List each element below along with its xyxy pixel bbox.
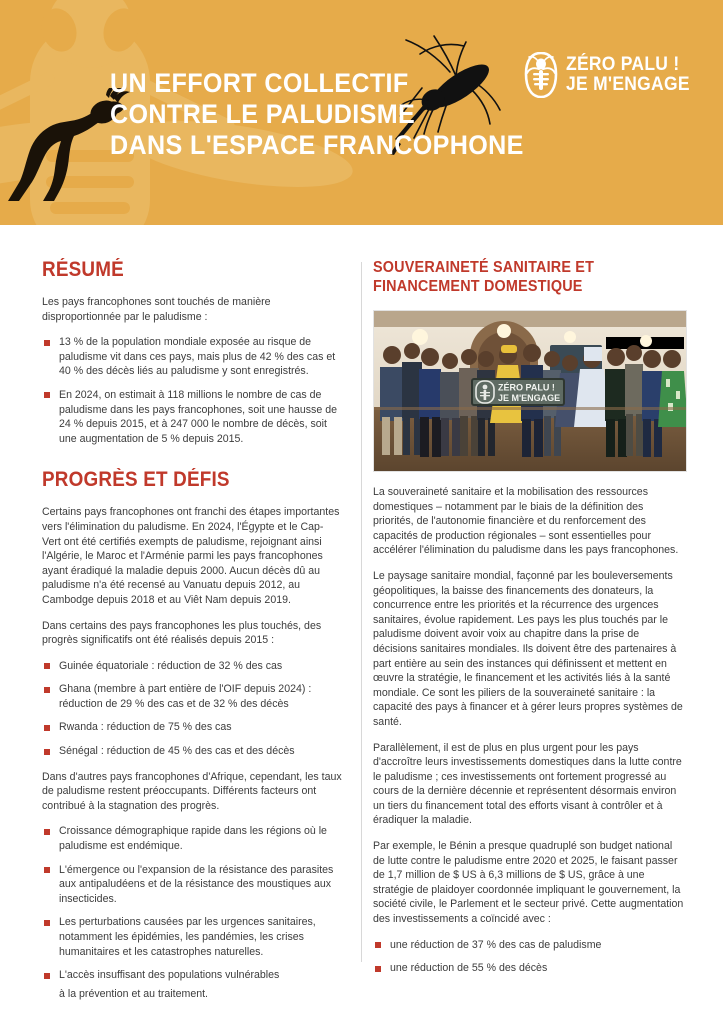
list-item: L'accès insuffisant des populations vulnérables — [42, 968, 342, 983]
souverainete-paragraph-4: Par exemple, le Bénin a presque quadruplé son budget national de lutte contre le paludisme entre 2020 et 2025, le faisant passer de 1,7 million de $ US à 6,3 millions de $ US, grâce à une stratégie de plaidoyer coordonnée impliquant le gouvernement, la société civile, le Parlement et le secteur privé. Cette augmentation des investissements a coïncidé avec : — [373, 840, 684, 926]
list-item: Guinée équatoriale : réduction de 32 % des cas — [42, 659, 342, 674]
list-item: Sénégal : réduction de 45 % des cas et des décès — [42, 744, 342, 759]
group-photo — [373, 310, 687, 472]
heading-progres-et-defis: PROGRÈS ET DÉFIS — [42, 468, 230, 492]
page-title-line-3: DANS L'ESPACE FRANCOPHONE — [110, 130, 524, 160]
resume-bullet-list — [42, 335, 342, 446]
list-item: une réduction de 55 % des décès — [373, 961, 685, 976]
list-item: Ghana (membre à part entière de l'OIF depuis 2024) : réduction de 29 % des cas et de 32 % des décès — [42, 682, 342, 711]
column-divider — [361, 262, 362, 962]
heading-line-2: FINANCEMENT DOMESTIQUE — [373, 278, 583, 295]
souverainete-paragraph-2: Le paysage sanitaire mondial, façonné par les bouleversements géopolitiques, la baisse des financements des donateurs, la concurrence entre les priorités et la récurrence des urgences sanitaires, évolue rapidement. Les pays les plus touchés par le paludisme doivent avoir voix au chapitre dans la prise de décisions sanitaires mondiales. Ils doivent être des partenaires à part entière au sein des instances qui définissent et mettent en œuvre la stratégie, le financement et les activités liés à la santé mondiale. Ce sont les piliers de la souveraineté sanitaire : la capacité des pays à financer et à gérer leurs propres systèmes de santé. — [373, 569, 683, 728]
list-item-continuation: à la prévention et au traitement. — [59, 987, 208, 1000]
watermark-segment-3-icon — [50, 202, 130, 214]
progres-country-list — [42, 659, 342, 759]
left-column — [42, 258, 342, 1012]
logo-text — [566, 55, 690, 95]
svg-text:ZÉRO PALU !: ZÉRO PALU ! — [498, 382, 555, 393]
heading-resume: RÉSUMÉ — [42, 258, 124, 281]
souverainete-paragraph-1: La souveraineté sanitaire et la mobilisation des ressources domestiques – notamment par le biais de la définition des priorités, de l'autonomie financière et du renforcement des capacités de production régionales – sont essentielles pour accélérer l'élimination du paludisme dans les pays francophones. — [373, 486, 679, 557]
progres-factor-list — [42, 824, 342, 1001]
benin-results-list — [373, 938, 685, 976]
logo-text-line-2: JE M'ENGAGE — [566, 74, 691, 95]
heading-line-1: SOUVERAINETÉ SANITAIRE ET — [373, 259, 595, 276]
page-title-line-2: CONTRE LE PALUDISME — [110, 99, 416, 129]
zero-palu-logo — [524, 52, 701, 98]
progres-paragraph-2: Dans certains des pays francophones les plus touchés, des progrès significatifs ont été réalisés depuis 2015 : — [42, 619, 322, 647]
group-photo-illustration — [374, 311, 686, 471]
list-item: L'émergence ou l'expansion de la résistance des parasites aux antipaludéens et de la résistance des moustiques aux insecticides. — [42, 863, 342, 907]
logo-text-line-1: ZÉRO PALU ! — [566, 54, 680, 75]
heading-souverainete-sanitaire — [373, 258, 654, 296]
list-item: Les perturbations causées par les urgences sanitaires, notamment les épidémies, les pandémies, les crises humanitaires et les catastrophes naturelles. — [42, 915, 342, 959]
resume-intro-paragraph: Les pays francophones sont touchés de manière disproportionnée par le paludisme : — [42, 296, 271, 323]
list-item: une réduction de 37 % des cas de paludisme — [373, 938, 685, 953]
list-item: Croissance démographique rapide dans les régions où le paludisme est endémique. — [42, 824, 342, 853]
progres-paragraph-3: Dans d'autres pays francophones d'Afrique, cependant, les taux de paludisme restent préoccupants. Différents facteurs ont contribué à la stagnation des progrès. — [42, 770, 342, 812]
page-title-line-1: UN EFFORT COLLECTIF — [110, 68, 409, 98]
right-column — [373, 258, 685, 987]
list-item: Rwanda : réduction de 75 % des cas — [42, 720, 342, 735]
souverainete-paragraph-3: Parallèlement, il est de plus en plus urgent pour les pays d'accroître leurs investissements domestiques dans la lutte contre le paludisme ; ces investissements ont fortement progressé au cours de la dernière décennie et représentent désormais environ un tiers du financement total des efforts visant à contrôler et à éradiquer la maladie. — [373, 741, 682, 827]
svg-text:JE M'ENGAGE: JE M'ENGAGE — [498, 393, 561, 403]
list-item: 13 % de la population mondiale exposée au risque de paludisme vit dans ces pays, mais plus de 42 % des cas et 40 % des décès liés au paludisme y sont enregistrés. — [42, 335, 342, 379]
page-header-banner — [0, 0, 723, 225]
progres-paragraph-1: Certains pays francophones ont franchi des étapes importantes vers l'élimination du paludisme. En 2024, l'Égypte et le Cap-Vert ont été certifiés exempts de paludisme, rejoignant ainsi l'Algérie, le Maroc et l'Arménie parmi les pays francophones ayant éradiqué la maladie depuis 2000. Aucun décès dû au paludisme n'a été recensé au Vanuatu depuis 2012, au Cambodge depuis 2018 et au Viêt Nam depuis 2019. — [42, 506, 340, 606]
list-item: En 2024, on estimait à 118 millions le nombre de cas de paludisme dans les pays francophones, soit une hausse de 24 % depuis 2015, et à 247 000 le nombre de décès, soit une augmentation de 5 % depuis 2015. — [42, 388, 342, 446]
mosquito-shield-logo-icon — [524, 52, 558, 98]
page-title — [110, 68, 524, 161]
